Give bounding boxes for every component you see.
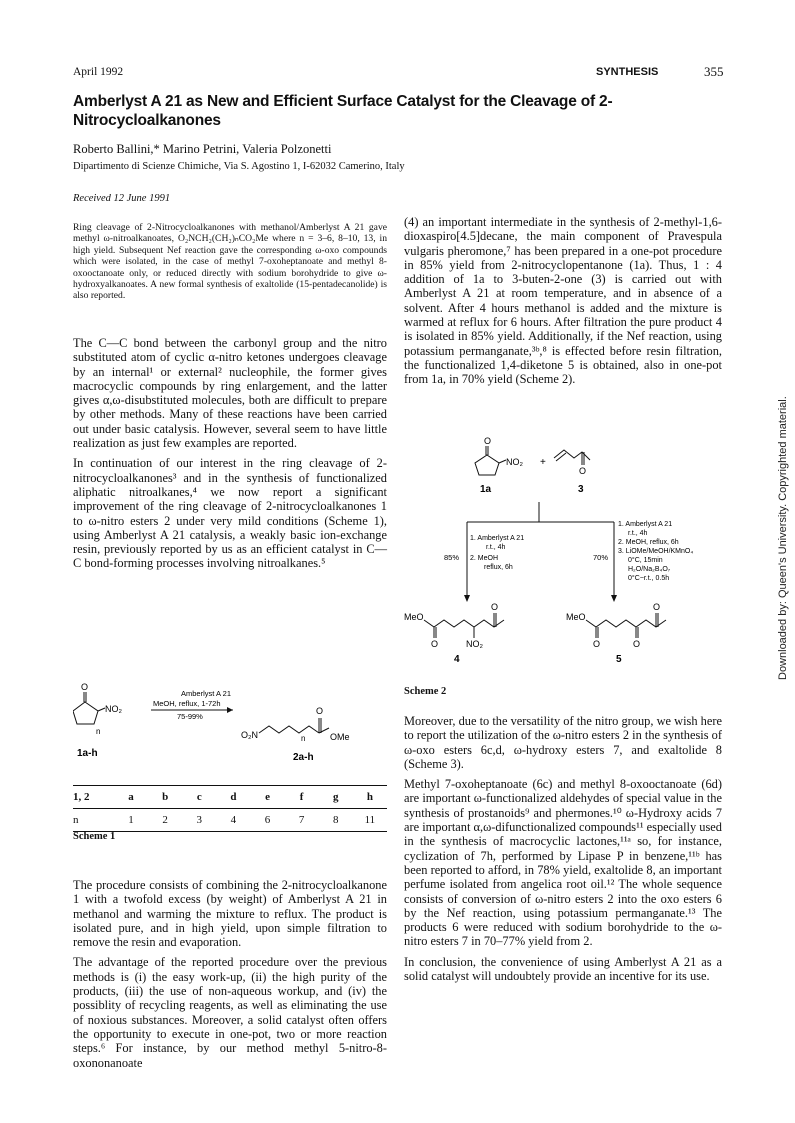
left-yield: 85%: [444, 553, 460, 562]
subscript-n: n: [96, 727, 101, 736]
reagent-1: Amberlyst A 21: [181, 689, 232, 698]
table-cell: e: [265, 791, 270, 803]
enone-oxygen: O: [579, 466, 587, 476]
table-cell: 4: [230, 814, 237, 826]
scheme-2-reaction: [404, 432, 734, 672]
ester-oxygen: O: [431, 639, 439, 649]
condition: 1. Amberlyst A 21: [618, 521, 673, 528]
table-cell: 7: [298, 814, 305, 826]
right-column-discussion: [404, 714, 722, 989]
paragraph: The procedure consists of combining the 2-nitrocycloalkanone 1 with a twofold excess (by weight) of Amberlyst A 21 in methanol and warming the mixture to reflux. The product is isolated pure, and in high yield, upon simple filtration to remove the resin and evaporation.: [73, 878, 387, 950]
condition: H₂O/Na₂B₄O₇: [628, 566, 671, 573]
right-yield: 70%: [593, 553, 609, 562]
yield: 75-99%: [177, 712, 203, 721]
paragraph: Methyl 7-oxoheptanoate (6c) and methyl 8-oxooctanoate (6d) are important ω-functionalized aldehydes of special value in the synthesis of prostanoids⁹ and phermones.¹⁰ ω-Hydroxy acids 7 are important α,ω-difunctionalized compounds¹¹ especially used in the synthesis of macrocyclic lactones,¹¹ᵃ so, for instance, cyclization of 7h, performed by Lipase P in benzene,¹¹ᵇ has been reported to afford, in 78% yield, exaltolide 8, an important perfume isolated from angelica root oil.¹² The whole sequence consists of conversion of ω-nitro esters 2 into the oxo esters 6 by the Nef reaction, using potassium permanganate.¹³ The products 6 were reduced with sodium borohydride to the ω-nitro esters 7 in 70–77% yield from 2.: [404, 777, 722, 949]
left-column-intro: [73, 336, 387, 577]
abstract: Ring cleavage of 2-Nitrocycloalkanones with methanol/Amberlyst A 21 gave methyl ω-nitroalkanoates, O₂NCH₂(CH₂)ₙCO₂Me where n = 3–6, 8–10, 13, in high yield. Subsequent Nef reaction gave the corresponding ω-oxo compounds which were isolated, in the case of methyl 7-oxoheptanoate and methyl 8-oxooctanoate only, or reduced directly with sodium borohydride to give ω-hydroxyalkanoates. A new formal synthesis of exaltolide (15-pentadecanolide) is also reported.: [73, 222, 387, 302]
methoxy: OMe: [330, 732, 350, 742]
received-date: Received 12 June 1991: [73, 193, 171, 204]
nitro-group: NO₂: [105, 704, 122, 714]
table-cell: d: [230, 791, 237, 803]
condition: r.t., 4h: [628, 530, 648, 537]
label-3: 3: [578, 484, 584, 495]
ketone-oxygen: O: [491, 602, 499, 612]
paragraph: Moreover, due to the versatility of the nitro group, we wish here to report the utilization of the ω-nitro esters 2 in the synthesis of ω-oxo esters 6c,d, ω-hydroxy esters 7, and exaltolide 8 (Scheme 3).: [404, 714, 722, 771]
product-label: 2a-h: [293, 752, 314, 763]
table-cell: 1: [128, 814, 134, 826]
table-cell: g: [333, 791, 339, 803]
ketone-oxygen: O: [653, 602, 661, 612]
product-nitro: O₂N: [241, 730, 258, 740]
page-number: 355: [704, 64, 724, 79]
nitro-group: NO₂: [506, 457, 523, 467]
table-header-row: [73, 786, 387, 808]
condition: 0°C−r.t., 0.5h: [628, 575, 670, 582]
table-cell: 8: [333, 814, 339, 826]
methoxy: MeO: [404, 612, 424, 622]
paragraph: In continuation of our interest in the ring cleavage of 2-nitrocycloalkanones³ and in the synthesis of functionalized aliphatic nitroalkanes,⁴ we now report a significant improvement of the ring cleavage of 2-nitrocycloalkanones 1 to ω-nitro esters 2 under very mild conditions (Scheme 1), using Amberlyst A 21 catalysis, a weakly basic ion-exchange resin, previously reported by us as an efficient catalyst in C—C bond-forming processes involving nitroalkanes.⁵: [73, 456, 387, 571]
table-row: [73, 809, 387, 831]
ketone-oxygen: O: [633, 639, 641, 649]
nitro-group: NO₂: [466, 639, 483, 649]
reagent-2: MeOH, reflux, 1-72h: [153, 699, 221, 708]
ketone-oxygen: O: [484, 436, 492, 446]
right-column-intro: [404, 215, 722, 393]
subscript-n: n: [301, 734, 306, 743]
authors: Roberto Ballini,* Marino Petrini, Valeria Polzonetti: [73, 142, 332, 156]
condition: 2. MeOH, reflux, 6h: [618, 539, 679, 546]
ester-oxygen: O: [593, 639, 601, 649]
paragraph: In conclusion, the convenience of using Amberlyst A 21 as a solid catalyst will undoubtely provide an incentive for its use.: [404, 954, 722, 984]
table-cell: 2: [162, 814, 168, 826]
scheme-1-reaction: [73, 678, 393, 778]
table-cell: n: [73, 814, 79, 826]
table-cell: 11: [364, 814, 376, 826]
condition: 3. LiOMe/MeOH/KMnO₄: [618, 548, 694, 555]
ketone-oxygen: O: [81, 682, 89, 692]
paragraph: The advantage of the reported procedure over the previous methods is (i) the easy work-up, (ii) the high purity of the products, (iii) the use of non-aqueous workup, and (iv) the possiblity of recycling reagents, as well as eliminating the use of noxious substances. Moreover, a solid catalyst often offers the opportunity to execute in one-pot, two or more reaction steps.⁶ For instance, by our method methyl 5-nitro-8-oxononanoate: [73, 955, 387, 1070]
table-cell: f: [299, 791, 304, 803]
scheme-1-table: [73, 785, 387, 832]
scheme-2-label: Scheme 2: [404, 686, 447, 697]
condition: r.t., 4h: [486, 544, 506, 551]
table-cell: a: [128, 791, 134, 803]
ester-oxygen: O: [316, 706, 324, 716]
label-1a: 1a: [480, 484, 492, 495]
methoxy: MeO: [566, 612, 586, 622]
label-5: 5: [616, 654, 622, 665]
journal-name: SYNTHESIS: [596, 66, 659, 78]
condition: reflux, 6h: [484, 564, 513, 571]
table-cell: 1, 2: [73, 791, 90, 803]
scheme-1-label: Scheme 1: [73, 831, 116, 842]
paragraph: (4) an important intermediate in the synthesis of 2-methyl-1,6-dioxaspiro[4.5]decane, the main component of Pravespula vulgaris pheromone,⁷ has been prepared in a one-pot procedure in 85% yield from 2-nitrocyclopentanone (1a). Thus, 1 : 4 addition of 1a to 3-buten-2-one (3) is carried out with Amberlyst A 21 at room temperature, and in absence of a solvent. After 4 hours methanol is added and the mixture is warmed at reflux for 6 hours. After filtration the pure product 4 is isolated in 85% yield. Additionally, if the Nef reaction, using potassium permanganate,³ᵇ,⁸ is effected before resin filtration, the functionalized 1,4-diketone 5 is obtained, also in one-pot from 1a, in 70% yield (Scheme 2).: [404, 215, 722, 387]
condition: 2. MeOH: [470, 555, 499, 562]
affiliation: Dipartimento di Scienze Chimiche, Via S. Agostino 1, I-62032 Camerino, Italy: [73, 161, 405, 172]
start-label: 1a-h: [77, 748, 98, 759]
article-title: Amberlyst A 21 as New and Efficient Surface Catalyst for the Cleavage of 2-Nitrocycloalkanones: [73, 93, 613, 129]
plus-sign: +: [540, 457, 546, 468]
table-cell: b: [162, 791, 169, 803]
table-cell: c: [196, 791, 202, 803]
paragraph: The C—C bond between the carbonyl group and the nitro substituted atom of cyclic α-nitro ketones undergoes cleavage by an internal¹ or external² nucleophile, the former gives macrocyclic compounds by ring enlargement, and the latter gives α,ω-disubstituted molecules, both are difficult to prepare by other methods. Many of these reactions have been carried out under basic catalysis. However, several seem to have little realization as just few examples are reported.: [73, 336, 387, 451]
condition: 1. Amberlyst A 21: [470, 535, 525, 542]
left-column-procedure: [73, 878, 387, 1076]
header-date: April 1992: [73, 66, 124, 78]
condition: 0°C, 15min: [628, 557, 663, 564]
table-cell: 6: [264, 814, 271, 826]
table-cell: 3: [196, 814, 203, 826]
table-cell: h: [366, 791, 373, 803]
label-4: 4: [454, 654, 460, 665]
